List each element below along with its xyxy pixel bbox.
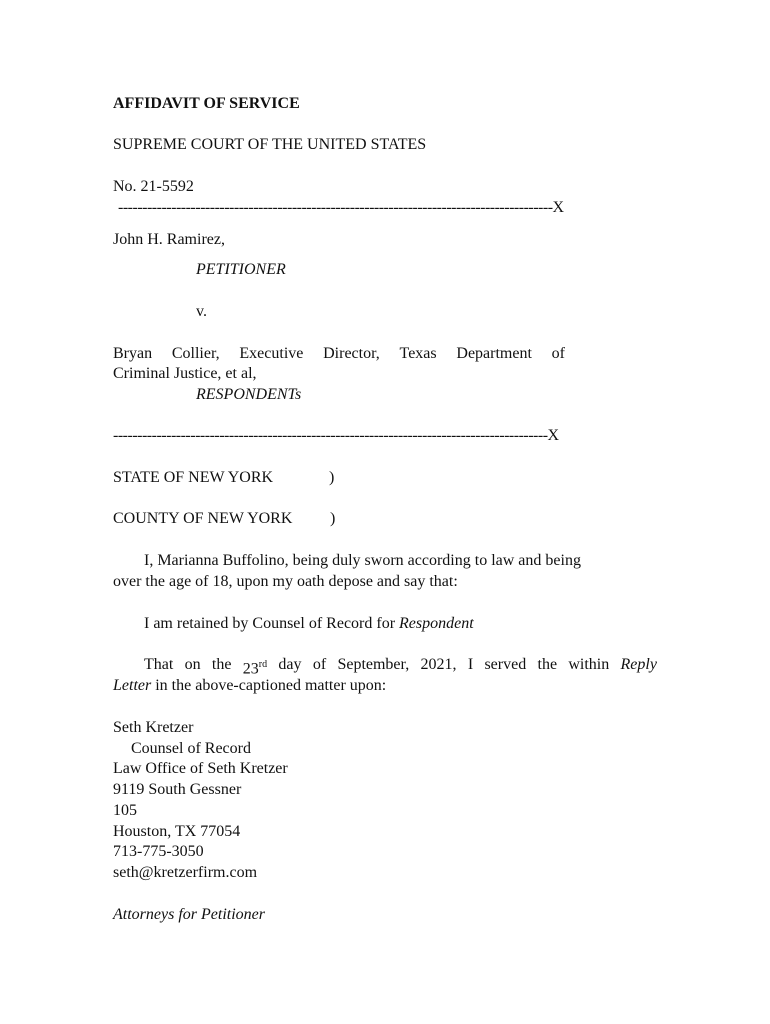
- service-word: within: [568, 656, 610, 673]
- counsel-suite: 105: [113, 802, 137, 819]
- served-document-title-part: Letter: [113, 677, 152, 694]
- service-word: I: [467, 656, 474, 673]
- service-word: the: [537, 656, 558, 673]
- service-line-2: [113, 676, 386, 696]
- case-number: No. 21-5592: [113, 178, 194, 195]
- respondent-word: Collier,: [171, 345, 220, 362]
- divider-dashes: ------------------------------------------------------------------------------------------: [118, 199, 553, 216]
- service-word: That: [144, 656, 174, 673]
- divider-end-mark: X: [552, 199, 564, 216]
- service-word: September,: [337, 656, 410, 673]
- venue-county-line: [113, 509, 336, 529]
- venue-county: COUNTY OF NEW YORK: [113, 510, 293, 527]
- respondent-word: of: [551, 345, 565, 362]
- service-word: day: [278, 656, 302, 673]
- petitioner-name: John H. Ramirez,: [113, 231, 225, 248]
- respondent-role: RESPONDENTs: [196, 386, 302, 403]
- counsel-city: Houston, TX 77054: [113, 823, 241, 840]
- caption-divider-top: [118, 198, 564, 218]
- versus: v.: [196, 303, 207, 320]
- caption-divider-bottom: [113, 426, 559, 446]
- counsel-role: Counsel of Record: [131, 740, 251, 757]
- venue-state-line: [113, 468, 335, 488]
- divider-dashes: ------------------------------------------------------------------------------------------: [113, 427, 548, 444]
- service-word: the: [211, 656, 232, 673]
- service-rest: in the above-captioned matter upon:: [151, 677, 387, 694]
- court-name: SUPREME COURT OF THE UNITED STATES: [113, 136, 427, 153]
- respondent-word: Executive: [239, 345, 304, 362]
- served-document-title-part: Reply: [620, 656, 657, 673]
- counsel-firm: Law Office of Seth Kretzer: [113, 760, 288, 777]
- counsel-phone: 713-775-3050: [113, 843, 204, 860]
- counsel-street: 9119 South Gessner: [113, 781, 242, 798]
- venue-paren: ): [329, 469, 335, 486]
- venue-paren: ): [330, 510, 336, 527]
- oath-line-1: I, Marianna Buffolino, being duly sworn according to law and being: [144, 552, 581, 569]
- retained-party: Respondent: [399, 615, 474, 632]
- service-word: of: [312, 656, 327, 673]
- service-word: 2021,: [420, 656, 457, 673]
- attorneys-for: Attorneys for Petitioner: [113, 906, 265, 923]
- service-word: served: [484, 656, 527, 673]
- petitioner-role: PETITIONER: [196, 261, 286, 278]
- respondent-word: Director,: [323, 345, 380, 362]
- venue-state: STATE OF NEW YORK: [113, 469, 274, 486]
- service-day-number: 23: [242, 660, 259, 678]
- respondent-word: Texas: [399, 345, 437, 362]
- counsel-name: Seth Kretzer: [113, 719, 194, 736]
- respondent-line-2: Criminal Justice, et al,: [113, 365, 257, 382]
- retained-prefix: I am retained by Counsel of Record for: [144, 615, 400, 632]
- divider-end-mark: X: [547, 427, 559, 444]
- document-title: AFFIDAVIT OF SERVICE: [113, 95, 300, 112]
- retained-statement: [144, 614, 474, 634]
- oath-line-2: over the age of 18, upon my oath depose and say that:: [113, 573, 458, 590]
- counsel-email: seth@kretzerfirm.com: [113, 864, 258, 881]
- respondent-line-1: [113, 344, 565, 364]
- respondent-word: Bryan: [113, 345, 153, 362]
- service-word: on: [184, 656, 201, 673]
- respondent-word: Department: [456, 345, 532, 362]
- service-day-suffix: rd: [258, 659, 268, 670]
